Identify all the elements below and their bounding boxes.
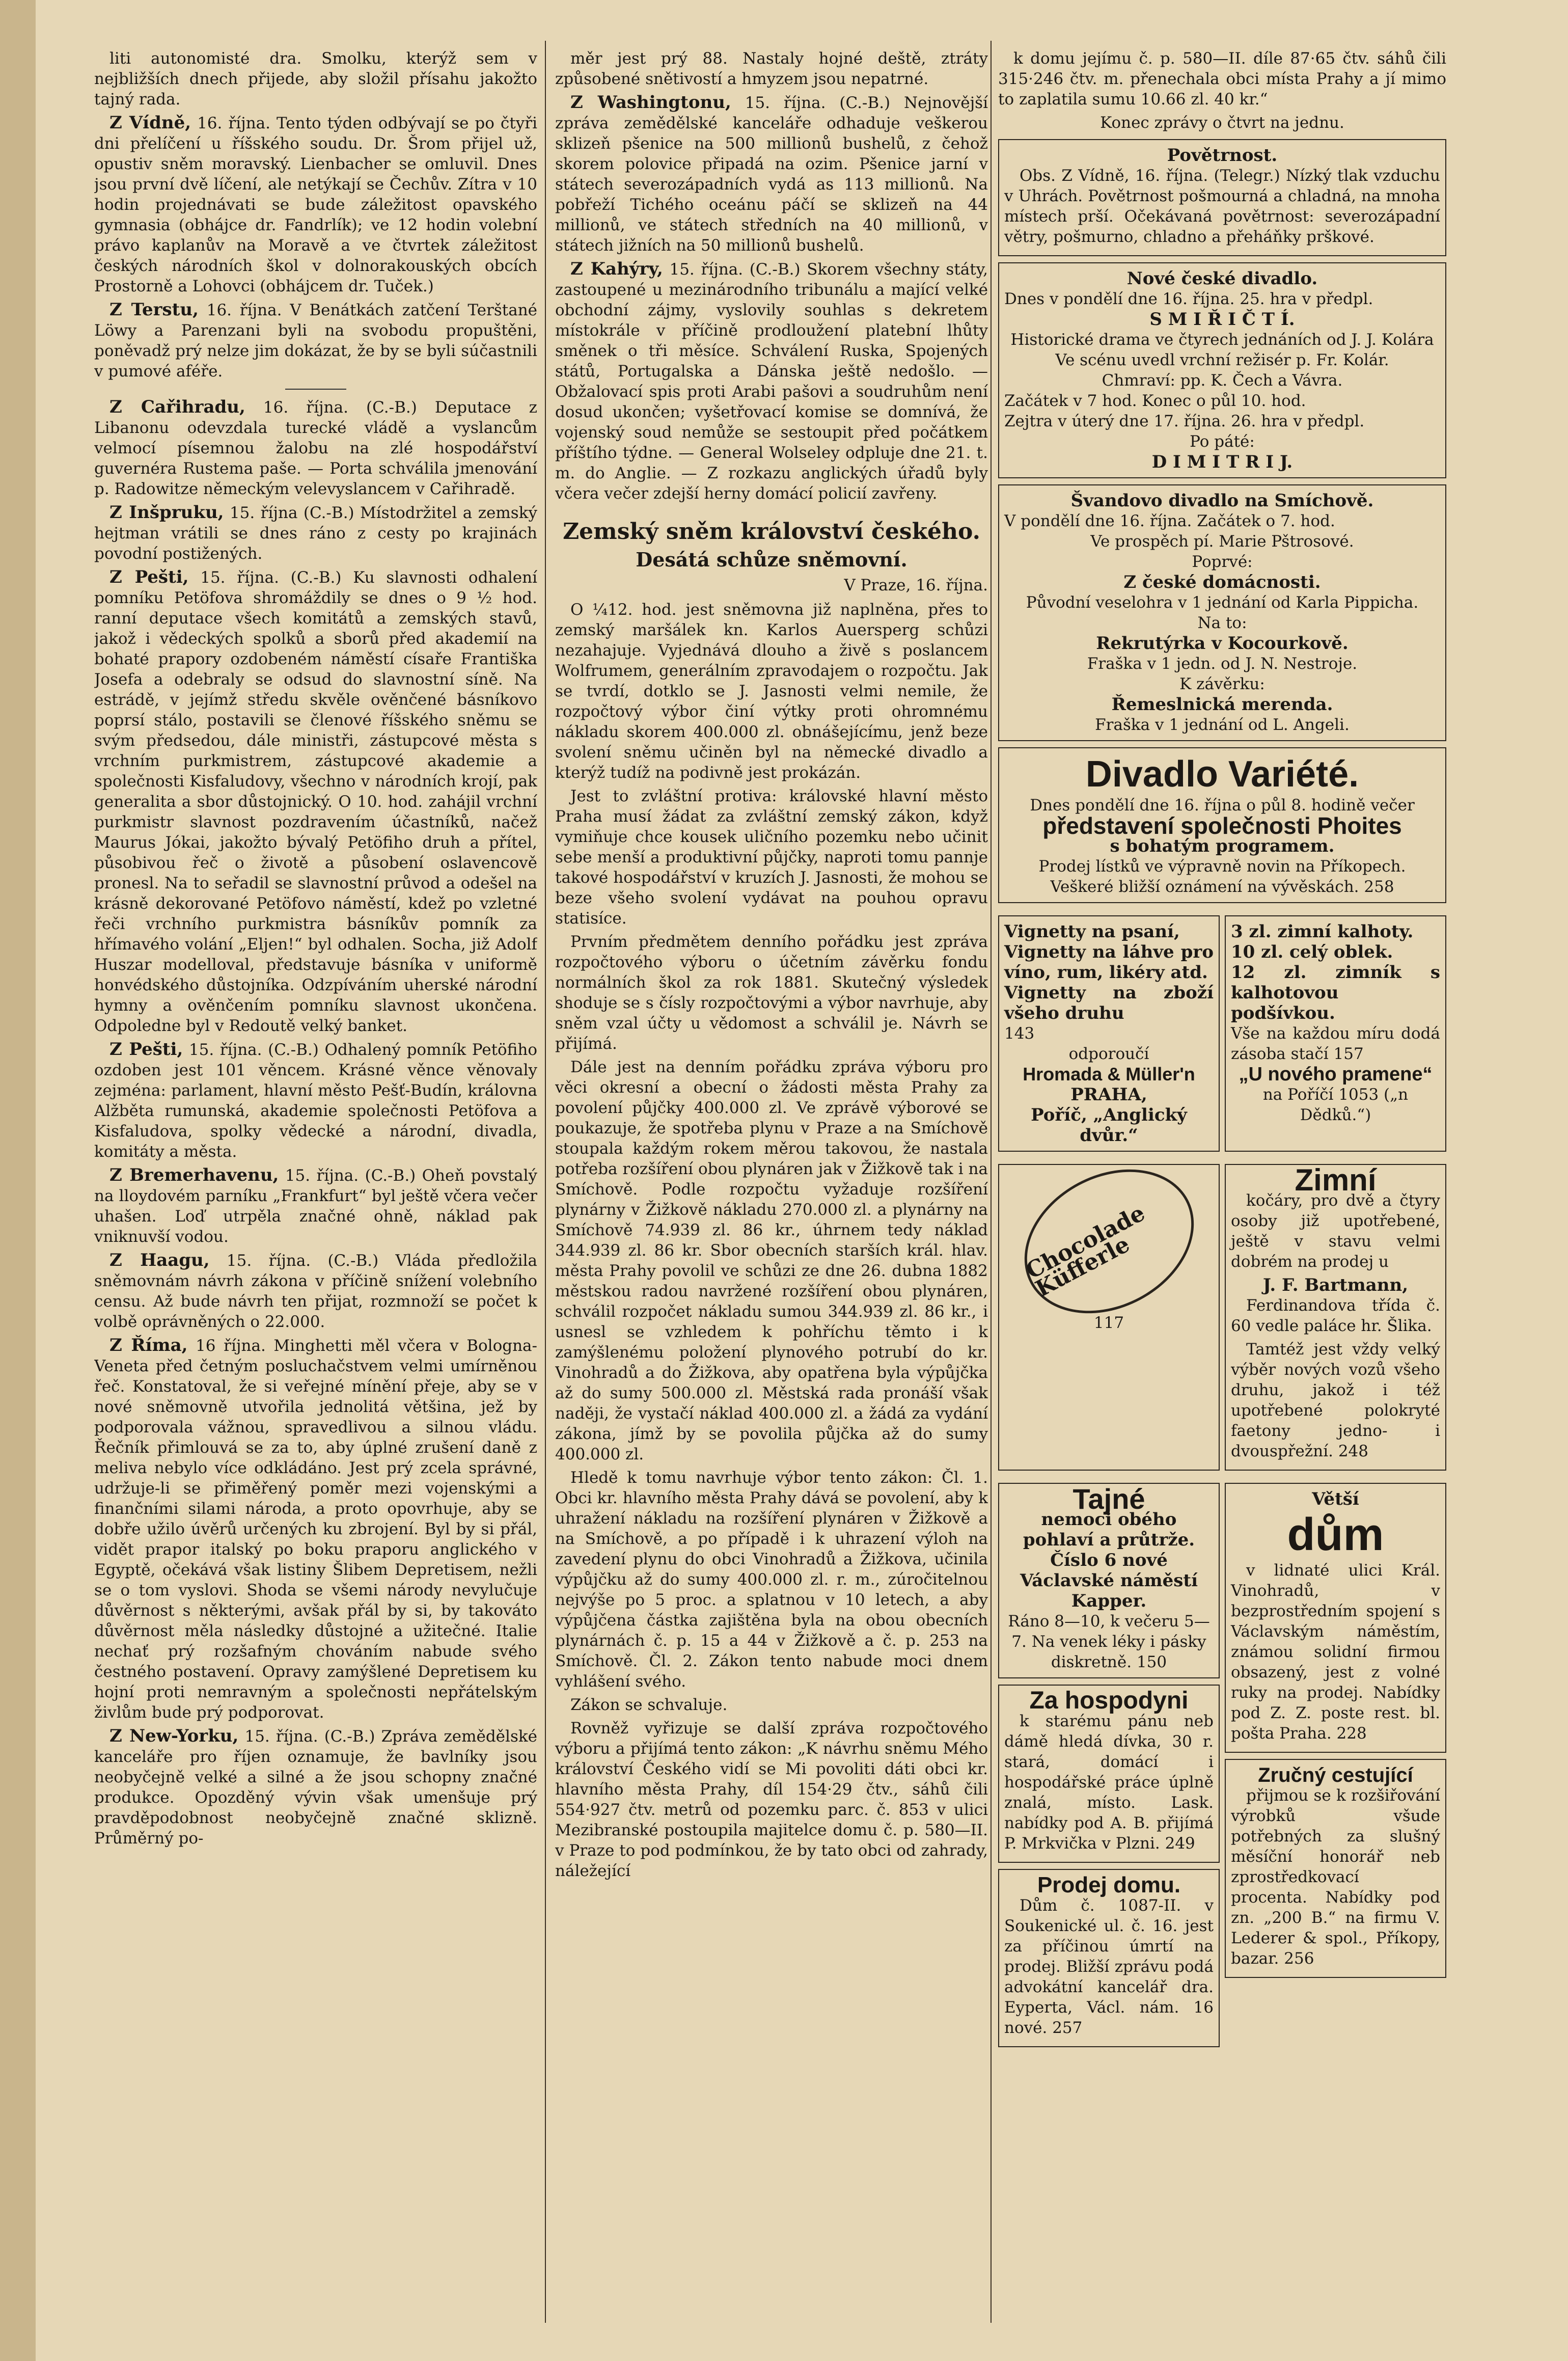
column-rule-2 (991, 41, 992, 2323)
article-paragraph: liti autonomisté dra. Smolku, kterýž sem v nejbližších dnech přijede, aby složil přísahu jakožto tajný rada. (94, 49, 537, 108)
carriage-ad (1225, 1164, 1446, 1471)
clothing-ad (1225, 915, 1446, 1152)
ad-number: 143 (1004, 1024, 1035, 1043)
column-3 (998, 48, 1446, 2305)
hromada-firm: Hromada & Müller'n (1023, 1064, 1195, 1084)
prodej-ad (998, 1869, 1220, 2047)
svanda-line: V pondělí dne 16. října. Začátek o 7. hod. (1004, 512, 1335, 530)
article-paragraph: O ¼12. hod. jest sněmovna již naplněna, přes to zemský maršálek kn. Karlos Auersperg schůzi nezahajuje. Vyjednává dlouho a živě s poslancem Wolfrumem, generálním zpravodajem o rozpočtu. Jak se tvrdí, dotklo se J. Jasnosti velmi nemile, že rozpočtový výbor činí výtky proti ohromnému nákladu skorem 400.000 zl. obnášejícímu, jenž beze svolení sněmu učiněn byl na německé divadlo a kterýž tudíž na podivně jest prokázán. (555, 601, 988, 782)
theatre-line: Ve scénu uvedl vrchní režisér p. Fr. Kolár. (1055, 351, 1389, 369)
cestujici-ad (1225, 1759, 1446, 1978)
news-item-vienna: Z Vídně, 16. října. Tento týden odbývají se po čtyři dni přelíčení u říšského soudu. Dr. Šrom přijel už, opustiv sněm moravský. Lienbacher se omluvil. Dnes jsou první dvě líčení, ale netýkají se Čechův. Zítra v 10 hodin projednávati se bude záležitost opavského gymnasia (obhájce dr. Fandrlík); ve 12 hodin volební právo kaplanův na Moravě a ve čtvrtek záležitost českých národních škol v dolnorakouských obcích Prostorně a Lohovci (obhájcem dr. Tuček.) (94, 113, 537, 295)
cestujici-title: Zručný cestující (1258, 1764, 1413, 1786)
weather-title: Povětrnost. (1167, 145, 1278, 166)
stamp-text: Chocolade Küfferle (999, 1141, 1219, 1342)
vignetty-ad (998, 915, 1220, 1152)
svanda-title: Švandovo divadlo na Smíchově. (1070, 491, 1374, 511)
separator (285, 389, 346, 390)
article-paragraph: Zákon se schvaluje. (570, 1696, 728, 1714)
news-item-haag: Z Haagu, 15. října. (C.-B.) Vláda předložila sněmovnám návrh zákona v příčině snížení volebního censu. Až bude návrh ten přijat, rozmnoží se počet k volbě oprávněných o 22.000. (94, 1250, 537, 1331)
weather-text: Obs. Z Vídně, 16. října. (Telegr.) Nízký tlak vzduchu v Uhrách. Povětrnost pošmourná a chladná, na mnoha místech prší. Očekávaná povětrnost: severozápadní větry, pošmurno, chladno a přeháňky prškové. (1004, 167, 1440, 246)
vignetty-line: Vignetty na zboží všeho druhu (1004, 983, 1214, 1023)
tajne-address: Václavské náměstí Kapper. (1020, 1570, 1198, 1611)
column-1 (94, 48, 537, 2305)
hospodyni-text: k starému pánu neb dámě hledá dívka, 30 r. stará, domácí i hospodářské práce úplně znalá, místo. Lask. nabídky pod A. B. přijímá P. Mrkvička v Plzni. 249 (1004, 1712, 1214, 1853)
news-item-cairo: Z Kahýry, 15. října. (C.-B.) Skorem všechny státy, zastoupené u mezinárodního tribunálu a mající velké obchodní zájmy, vyslovily souhlas s dekretem místokrále v příčině prodloužení platební lhůty směnek o tři měsíce. Schválení Ruska, Spojených států, Portugalska a Dánska ještě nedošlo. — Obžalovací spis proti Arabi pašovi a soudruhům není dosud ukončen; vyšetřovací komise se domnívá, že vojenský soud nemůže se sestoupit před počátkem příštího týdne. — General Wolseley odpluje dne 21. t. m. do Anglie. — Z rozkazu anglických úřadů byly včera večer zdejší herny domácí policií zavřeny. (555, 259, 988, 503)
article-paragraph: Rovněž vyřizuje se další zpráva rozpočtového výboru a přijímá tento zákon: „K návrhu sněmu Mého království Českého vidí se Mi povoliti dáti obci kr. hlavního města Prahy, díl 154·29 čtv., sáhů čili 554·927 čtv. metrů od pozemku parc. č. 853 v ulici Mezibranské postoupila majitelce domu č. p. 580—II. v Praze to pod podmínkou, že by tato obci od zahrady, náležející (555, 1719, 988, 1880)
news-item-rome: Z Říma, 16 října. Minghetti měl včera v Bologna-Veneta před četným posluchačstvem velmi umírněnou řeč. Konstatoval, že si veřejné mínění přeje, aby se v nové sněmovně utvořila jednolitá většina, jež by podporovala vážnou, spravedlivou a silnou vládu. Řečník přimlouvá se za to, aby úplné zrušení daně z meliva nebylo více odkládáno. Jest prý zcela správné, udržuje-li se přiměřený poměr mezi vojenskými a finančními silami národa, a proto opovrhuje, aby se dobře užilo úvěrů určených ku zbrojení. Byl by si přál, vidět prapor italský po boku praporu anglického v Egyptě, očekává však listiny Šlibem Depretisem, nežli se o tom vyslovi. Shoda se všemi národy nevylučuje důvěrnost s některými, avšak přál by si, by takováto důvěrnost měla následky důstojné a užitečné. Italie nechať prý rozšafným chováním nabude svého čestného postavení. Opravy zamýšlené Depretisem ku hojní proti nemravným a společnosti nepřátelským živlům bude prý podporovat. (94, 1335, 537, 1722)
variete-title: Divadlo Variété. (1085, 754, 1359, 795)
article-paragraph: Dále jest na denním pořádku zpráva výboru pro věci okresní a obecní o žádosti města Prahy za povolení půjčky 400.000 zl. Ve zprávě výborové se poukazuje, že spotřeba plynu v Praze a na Smíchově stoupala každým rokem měrou takovou, že nastala potřeba rozšíření obou plynáren jak v Žižkově tak i na Smíchově. Podle rozpočtu vyžaduje rozšíření plynárny v Žižkově nákladu 270.000 zl. a plynárny na Smíchově 74.939 zl. 86 kr., úhrnem tedy náklad 344.939 zl. 86 kr. Sbor obecních starších král. hlav. města Prahy povolil ve schůzi ze dne 26. dubna 1882 městskou radou navržené rozšíření obou plynáren, schválil rozpočet nákladu sumou 344.939 zl. 86 kr., i usnesl se vzhledem k pohříchu těmto i k zamýšlenému položení plynového potrubí do kr. Vinohradů a do Žižkova, aby opatřena byla výpůjčka až do sumy 500.000 zl. Městská rada pronáší však naději, že vystačí náklad 400.000 zl. a žádá za vydání zákona, jímž by se povolila půjčka až do sumy 400.000 zl. (555, 1058, 988, 1463)
variete-headline: představení společnosti Phoites (1042, 812, 1402, 839)
tajne-text: nemoci obého pohlaví a průtrže. Číslo 6 nové (1023, 1509, 1195, 1570)
column-rule-1 (545, 41, 546, 2323)
news-item-trieste: Z Terstu, 16. října. V Benátkách zatčení Terštané Löwy a Parenzani byli na svobodu propuštěni, poněvadž prý nelze jim dokázat, že by se byli súčastnili v pumové aféře. (94, 300, 537, 381)
svanda-ad (998, 484, 1446, 741)
variete-ad (998, 747, 1446, 903)
ads-grid-3 (998, 1477, 1446, 2053)
svanda-line: Fraška v 1 jedn. od J. N. Nestroje. (1087, 655, 1358, 673)
chocolate-ad (998, 1164, 1220, 1471)
prodej-title: Prodej domu. (1037, 1872, 1181, 1897)
tajne-title: Tajné (1072, 1483, 1145, 1515)
article-paragraph: Hledě k tomu navrhuje výbor tento zákon: Čl. 1. Obci kr. hlavního města Prahy dává se povolení, aby k uhražení nákladu na rozšíření plynáren v Žižkově a na Smíchově, a po případě i k uhrazení výloh na zavedení plynu do obci Vinohradů a Žižkova, učinila výpůjčku až do sumy 400.000 zl. r. m., zúročitelnou nejvýše po 5 proc. a splatnou v 10 letech, a aby výpůjčena částka zajištěna byla na obou obecních plynárnách č. p. 15 a 44 v Žižkově a č. p. 253 na Smíchově. Čl. 2. Zákon tento nabude moci dnem vyhlášení svého. (555, 1469, 988, 1691)
svanda-line: Původní veselohra v 1 jednání od Karla Pippicha. (1026, 593, 1419, 612)
news-item-washington: Z Washingtonu, 15. října. (C.-B.) Nejnovější zpráva zemědělské kanceláře odhaduje veškerou sklizeň pšenice na 500 millionů bushelů, z čehož skorem polovice připadá na ozim. Pšenice jarní v státech severozápadních vydá as 113 millionů. Na pobřeží Tichého oceánu páčí se sklizeň na 44 millionů, ve státech středních na 40 millionů, v státech jižních na 50 millionů bushelů. (555, 92, 988, 255)
news-item-pest-1: Z Pešti, 15. října. (C.-B.) Ku slavnosti odhalení pomníku Petöfova shromáždily se dnes o 9 ½ hod. ranní deputace všech komitátů a zemských stavů, jakož i vědeckých spolků a sborů před akademií na bohaté prapory ozdobeném náměstí císaře Františka Josefa a odebraly se odsud do slavnostní síně. Na estrádě, v jejímž středu skvěle ověnčené básníkovo poprsí stálo, postavili se členové říšského sněmu se svým předsedou, dále ministři, zástupcové města s vrchním purkmistrem, zástupcové akademie a společnosti Kisfaludovy, všechno v národních krojí, pak generalita a sbor důstojnický. O 10. hod. zahájil vrchní purkmistr slavnost pozdravením účastníků, načež Maurus Jókai, jakožto bývalý Petöfiho druh a přítel, působivou řeč o životě a působení oslavencově pronesl. Na to seřadil se slavnostní průvod a odešel na krásně dekorované Petöfovo náměstí, kdež po vzletné řeči vrchního purkmistra básníkův pomník za hřímavého volání „Eljen!“ byl odhalen. Socha, již Adolf Huszar modelloval, představuje básníka v uniformě honvédského důstojníka. Odzpíváním uherské národní hymny a ověnčením pomníku slavnost ukončena. Odpoledne byl v Redoutě velký banket. (94, 567, 537, 1035)
theatre-play: S M I Ř I Č T Í. (1149, 309, 1295, 330)
svanda-line: Ve prospěch pí. Marie Pštrosové. (1090, 532, 1354, 551)
svanda-play-1: Z české domácnosti. (1123, 572, 1321, 592)
variete-line: Veškeré bližší oznámení na vývěskách. 258 (1050, 878, 1394, 896)
variete-line: Dnes pondělí dne 16. října o půl 8. hodině večer (1030, 796, 1415, 815)
news-item-pest-2: Z Pešti, 15. října. (C.-B.) Odhalený pomník Petöfiho ozdoben jest 101 věncem. Krásné věnce věnovaly zejména: parlament, hlavní město Pešť-Budín, královna Alžběta rumunská, akademie společnosti Petöfova a Kisfaludova, spolky vědecké a národní, divadla, komitáty a města. (94, 1039, 537, 1161)
news-item-new-york: Z New-Yorku, 15. října. (C.-B.) Zpráva zemědělské kanceláře pro říjen oznamuje, že bavlníky jsou neobyčejně velké a silné a že jsou schopny značné produkce. Opozděný vývin však umenšuje prý pravděpodobnost neobyčejně značné sklizně. Průměrný po- (94, 1726, 537, 1848)
price-line-3: 12 zl. zimník s kalhotovou podšívkou. (1231, 962, 1440, 1023)
svanda-line: Na to: (1197, 614, 1247, 632)
right-ads (1225, 1477, 1446, 2053)
article-paragraph: Prvním předmětem denního pořádku jest zpráva rozpočtového výboru o účetním závěrku fondu normálních škol za rok 1881. Skutečný výsledek shoduje se s čísly rozpočtovými a výbor navrhuje, aby sněm vzal účty u vědomost a schválil je. Návrh se přijímá. (555, 933, 988, 1053)
theatre-ad (998, 262, 1446, 478)
tajne-hours: Ráno 8—10, k večeru 5—7. Na venek léky i pásky diskretně. 150 (1008, 1612, 1210, 1671)
price-line-2: 10 zl. celý oblek. (1231, 942, 1393, 962)
dateline: V Praze, 16. října. (844, 576, 988, 594)
theatre-line: Chmraví: pp. K. Čech a Vávra. (1102, 371, 1343, 390)
shop-address: na Poříčí 1053 („n Dědků.“) (1262, 1085, 1409, 1124)
news-item-innsbruck: Z Inšpruku, 15. října (C.-B.) Místodržitel a zemský hejtman vrátili se dnes ráno z cesty po krajinách povodní postižených. (94, 502, 537, 563)
svanda-line: K závěrku: (1179, 675, 1265, 693)
variete-line: Prodej lístků ve výpravně novin na Příkopech. (1038, 857, 1406, 876)
theatre-title: Nové české divadlo. (1126, 268, 1318, 289)
vignetty-line: Vignetty na láhve pro víno, rum, likéry atd. (1004, 942, 1214, 983)
svanda-line: Poprvé: (1192, 553, 1253, 571)
column-2 (555, 48, 988, 2305)
svanda-play-2: Rekrutýrka v Kocourkově. (1096, 633, 1349, 654)
dum-text: v lidnaté ulici Král. Vinohradů, v bezprostředním spojení s Václavským náměstím, známou solidní firmou obsazený, jest z volné ruky na prodej. Nabídky pod Z. Z. poste rest. bl. pošta Praha. 228 (1231, 1561, 1440, 1743)
bartmann-more: Tamtéž jest vždy velký výběr nových vozů všeho druhu, jakož i též upotřebené polokryté faetony jedno- i dvouspřežní. 248 (1231, 1340, 1440, 1460)
tajne-ad (998, 1483, 1220, 1678)
svanda-line: Fraška v 1 jednání od L. Angeli. (1095, 716, 1350, 734)
ads-grid-2 (998, 1158, 1446, 1477)
bartmann-name: J. F. Bartmann, (1262, 1275, 1409, 1295)
cestujici-text: přijmou se k rozšiřování výrobků všude potřebných za slušný měsíční honorář neb zprostředkovací procenta. Nabídky pod zn. „200 B.“ na firmu V. Lederer & spol., Příkopy, bazar. 256 (1231, 1786, 1440, 1968)
news-item-bremerhaven: Z Bremerhavenu, 15. října. (C.-B.) Oheň povstalý na lloydovém parníku „Frankfurt“ byl ještě včera večer uhašen. Loď utrpěla značné ohně, náklad pak vniknuvší vodou. (94, 1165, 537, 1246)
ad-number: 117 (1093, 1314, 1124, 1332)
article-paragraph: k domu jejímu č. p. 580—II. díle 87·65 čtv. sáhů čili 315·246 čtv. m. přenechala obci místa Prahy a jí mimo to zaplatila sumu 10.66 zl. 40 kr.“ (998, 49, 1446, 108)
price-line-1: 3 zl. zimní kalhoty. (1231, 921, 1414, 942)
bartmann-address: Ferdinandova třída č. 60 vedle paláce hr. Šlika. (1231, 1296, 1440, 1335)
svanda-play-3: Řemeslnická merenda. (1111, 694, 1333, 715)
vignetty-recommends: odporoučí (1068, 1045, 1149, 1063)
dum-title: dům (1287, 1509, 1384, 1560)
vetsi-label: Větší (1312, 1489, 1359, 1509)
news-item-constantinople: Z Cařihradu, 16. října. (C.-B.) Deputace z Libanonu odevzdala turecké vládě a vyslancům velmocí písemnou žalobu na zlé hospodářství guvernéra Rustema paše. — Porta schválila jmenování p. Radowitze německým velevyslancem v Cařihradě. (94, 397, 537, 498)
prodej-text: Dům č. 1087-II. v Soukenické ul. č. 16. jest za příčinou úmrtí na prodej. Bližší zprávu podá advokátní kancelář dra. Eyperta, Václ. nám. 16 nové. 257 (1004, 1896, 1214, 2037)
left-ads (998, 1477, 1220, 2053)
theatre-line: Zejtra v úterý dne 17. října. 26. hra v předpl. (1004, 412, 1365, 430)
theatre-line: Dnes v pondělí dne 16. října. 25. hra v předpl. (1004, 290, 1373, 308)
porici-address: Poříč, „Anglický dvůr.“ (1031, 1105, 1187, 1146)
shop-name: „U nového pramene“ (1239, 1064, 1433, 1085)
theatre-play-2: D I M I T R I J. (1151, 452, 1293, 472)
hospodyni-ad (998, 1685, 1220, 1863)
praha-label: PRAHA, (1070, 1084, 1147, 1105)
section-title: Zemský sněm království českého. (563, 519, 980, 545)
theatre-line: Začátek v 7 hod. Konec o půl 10. hod. (1004, 392, 1306, 410)
weather-box (998, 139, 1446, 256)
ads-grid (998, 909, 1446, 1158)
theatre-line: Historické drama ve čtyrech jednáních od J. J. Kolára (1010, 331, 1434, 349)
article-paragraph: Jest to zvláštní protiva: královské hlavní město Praha musí žádat za zvláštní zemský zákon, když vymiňuje chce kousek uličního pozemku nebo učinit sebe menší a produktivní půjčky, naproti tomu pannje takové hospodářství v kruzích J. Jasnosti, že mohou se beze všeho svolení vydávat na pouhou opravu statisíce. (555, 787, 988, 928)
end-note: Konec zprávy o čtvrt na jednu. (1100, 114, 1344, 132)
article-paragraph: měr jest prý 88. Nastaly hojné deště, ztráty způsobené snětivostí a hmyzem jsou nepatrné. (555, 49, 988, 88)
variete-subline: s bohatým programem. (1110, 836, 1335, 856)
vignetty-line: Vignetty na psaní, (1004, 921, 1180, 942)
theatre-line: Po páté: (1190, 432, 1255, 451)
chocolate-stamp (1004, 1170, 1214, 1313)
hospodyni-title: Za hospodyni (1029, 1687, 1189, 1714)
zimni-title: Zimní (1295, 1163, 1377, 1197)
price-note: Vše na každou míru dodá zásoba stačí 157 (1231, 1024, 1440, 1063)
zimni-text: kočáry, pro dvě a čtyry osoby již upotřebené, ještě v stavu velmi dobrém na prodej u (1231, 1191, 1440, 1271)
dum-ad (1225, 1483, 1446, 1753)
section-subtitle: Desátá schůze sněmovní. (636, 548, 907, 571)
page-edge-strip (0, 0, 36, 2361)
